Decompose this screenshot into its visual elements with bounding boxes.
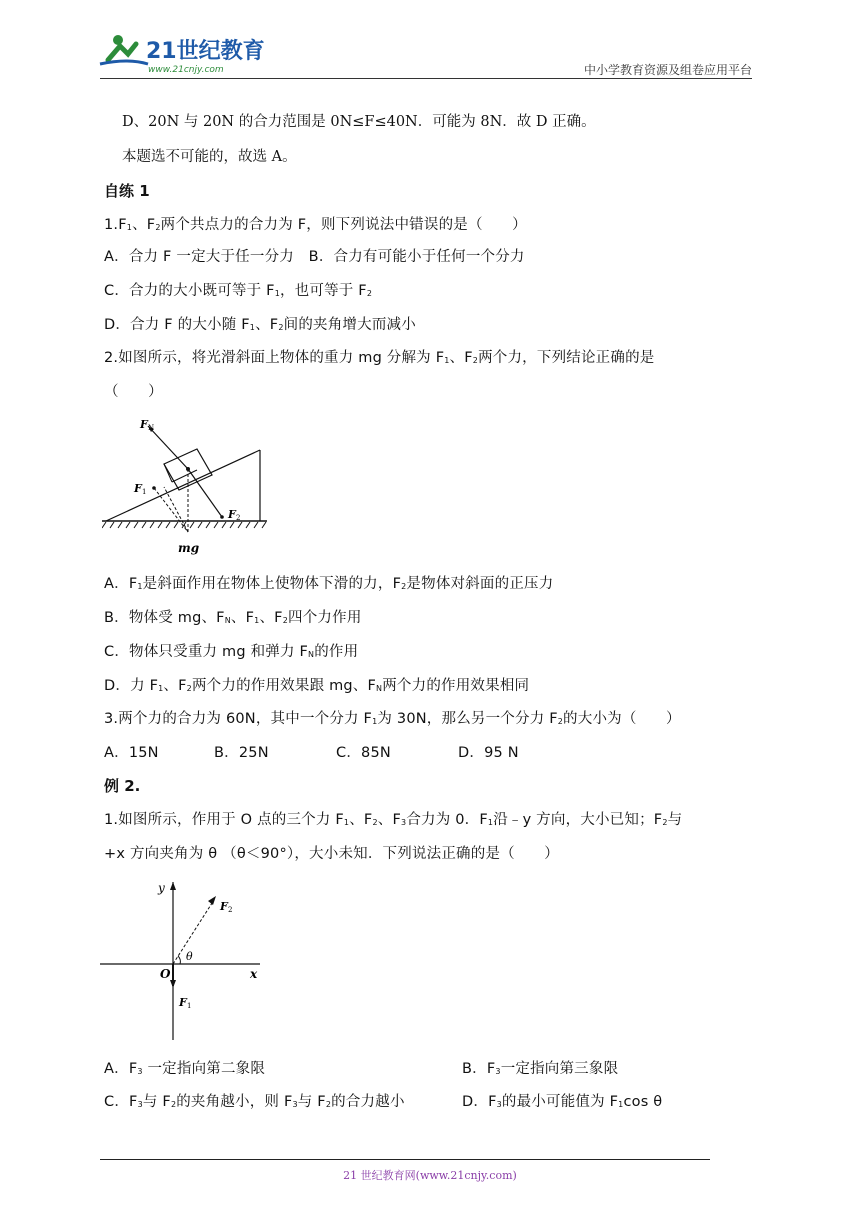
f2-axes-label: F bbox=[220, 900, 228, 913]
q2-stem: 2.如图所示，将光滑斜面上物体的重力 mg 分解为 $F_1$、$F_2$两个力，下列结论正确的是 bbox=[104, 350, 655, 366]
svg-text:1: 1 bbox=[187, 1002, 192, 1010]
q3-option-c: C．85N bbox=[336, 745, 391, 761]
footer-divider bbox=[100, 1159, 710, 1160]
f2-label: F bbox=[228, 508, 236, 521]
theta-label: θ bbox=[186, 950, 193, 963]
q2-answer-paren: （ ） bbox=[104, 384, 163, 400]
section-heading-example: 例 2. bbox=[104, 777, 141, 795]
x-axis-label: x bbox=[250, 967, 258, 981]
header-divider bbox=[100, 78, 752, 79]
q2-option-c: C．物体只受重力 mg 和弹力 $F_N$的作用 bbox=[104, 644, 359, 660]
q2-option-a: A．$F_1$是斜面作用在物体上使物体下滑的力，$F_2$是物体对斜面的正压力 bbox=[104, 576, 554, 592]
fn-label: F bbox=[140, 418, 148, 431]
svg-text:www.21cnjy.com: www.21cnjy.com bbox=[148, 65, 224, 75]
answer-line-d: D、20N 与 20N 的合力范围是 0N≤F≤40N．可能为 8N．故 D 正确。 bbox=[122, 114, 596, 130]
e1-stem-line2: +x 方向夹角为 θ （θ＜90°），大小未知．下列说法正确的是（ ） bbox=[104, 846, 559, 862]
answer-conclusion: 本题选不可能的，故选 A。 bbox=[122, 149, 297, 165]
axes-figure bbox=[100, 874, 270, 1046]
header-platform-name: 中小学教育资源及组卷应用平台 bbox=[583, 63, 752, 77]
q3-option-d: D．95 N bbox=[458, 745, 519, 761]
e1-option-b: B．$F_3$一定指向第三象限 bbox=[462, 1061, 619, 1077]
e1-option-a: A．$F_3$ 一定指向第二象限 bbox=[104, 1061, 266, 1077]
section-heading-practice: 自练 1 bbox=[104, 182, 150, 200]
incline-figure bbox=[102, 412, 272, 560]
e1-option-d: D．$F_3$的最小可能值为 $F_1\cos$ θ bbox=[462, 1094, 663, 1110]
f1-axes-label: F bbox=[179, 996, 187, 1009]
q1-stem: $1.F_1$、$F_2$两个共点力的合力为 F，则下列说法中错误的是（ ） bbox=[104, 217, 527, 233]
svg-text:N: N bbox=[148, 424, 155, 432]
e1-option-c: C．$F_3$与 $F_2$的夹角越小，则 $F_3$与 $F_2$的合力越小 bbox=[104, 1094, 405, 1110]
f1-label: F bbox=[134, 482, 142, 495]
q3-stem: 3.两个力的合力为 60N，其中一个分力 $F_1$为 30N，那么另一个分力 $F_2$的大小为（ ） bbox=[104, 711, 681, 727]
svg-text:21世纪教育: 21世纪教育 bbox=[146, 39, 265, 64]
q1-option-d: D．合力 F 的大小随 $F_1$、$F_2$间的夹角增大而减小 bbox=[104, 317, 416, 333]
q1-option-c: C．合力的大小既可等于 $F_1$，也可等于 $F_2$ bbox=[104, 283, 373, 299]
q2-option-b: B．物体受 mg、$F_N$、$F_1$、$F_2$四个力作用 bbox=[104, 610, 362, 626]
q3-option-a: A．15N bbox=[104, 745, 159, 761]
q1-option-ab: A．合力 F 一定大于任一分力 B．合力有可能小于任何一个分力 bbox=[104, 249, 525, 265]
e1-stem-line1: 1.如图所示，作用于 O 点的三个力 $F_1$、$F_2$、$F_3$合力为 0．$F_1$沿﹣y 方向，大小已知；$F_2$与 bbox=[104, 812, 683, 828]
footer-link[interactable]: 21 世纪教育网(www.21cnjy.com) bbox=[343, 1169, 517, 1182]
svg-text:1: 1 bbox=[142, 488, 147, 496]
y-axis-label: y bbox=[158, 881, 165, 895]
site-logo bbox=[98, 30, 268, 76]
svg-text:2: 2 bbox=[228, 906, 233, 914]
svg-text:2: 2 bbox=[236, 514, 241, 522]
origin-label: O bbox=[160, 967, 171, 981]
q2-option-d: D．力 $F_1$、$F_2$两个力的作用效果跟 mg、$F_N$两个力的作用效果相同 bbox=[104, 678, 530, 694]
q3-option-b: B．25N bbox=[214, 745, 269, 761]
mg-label: mg bbox=[178, 541, 200, 555]
